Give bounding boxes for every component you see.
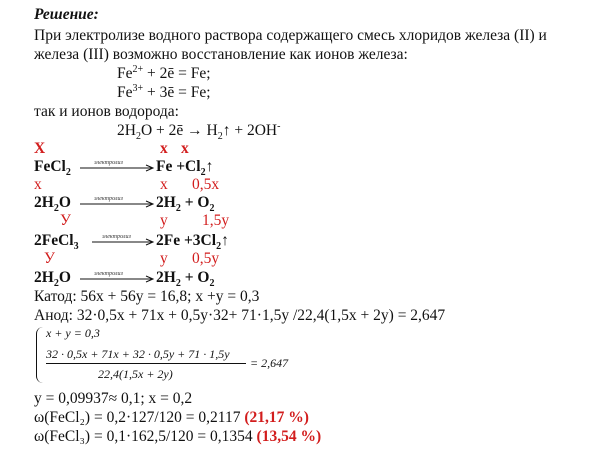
equation-fe2: $Fe^{2+}$ + 2ē = Fe; — [117, 63, 211, 82]
under-3-left: У — [44, 250, 55, 267]
under-2-left: У — [60, 212, 71, 229]
reaction-3-reactant: 2FeCl$_3$ — [34, 232, 79, 253]
under-3-mid: y — [160, 250, 168, 267]
arrow-label: электролиз — [94, 271, 123, 277]
reaction-1-products: $Fe +Cl_2↑$ — [156, 158, 214, 179]
intro-line-2: железа (III) возможно восстановление как ионов железа: — [34, 46, 408, 63]
under-1-mid: x — [160, 176, 168, 193]
hydrogen-note: так и ионов водорода: — [34, 103, 179, 120]
reaction-4-products: $2H_2 + O_2$ — [156, 269, 215, 290]
reaction-2-products: $2H_2 + O_2$ — [156, 194, 215, 215]
arrow-label: электролиз — [94, 160, 123, 166]
system-denominator: 22,4(1,5x + 2y) — [98, 367, 173, 381]
answer-fecl3: (13,54 %) — [256, 428, 322, 445]
reaction-4-reactant: $2H_2O$ — [34, 269, 71, 290]
mark-x-cl: x — [181, 140, 189, 157]
heading: Решение: — [34, 6, 99, 23]
solution-values: y = 0,09937≈ 0,1; x = 0,2 — [34, 390, 193, 407]
equation-fe3: $Fe^{3+}$ + 3ē = Fe; — [117, 82, 211, 101]
mass-fraction-fecl2: ω(FeCl₂) = 0,2·127/120 = 0,2117 (21,17 %) — [34, 409, 309, 426]
electrolysis-arrow-4 — [80, 269, 156, 285]
intro-line-1: При электролизе водного раствора содержащего смесь хлоридов железа (II) и — [34, 27, 547, 44]
cathode-equation: Катод: 56x + 56y = 16,8; x +y = 0,3 — [34, 288, 260, 305]
anode-equation: Анод: 32·0,5x + 71x + 0,5y·32+ 71·1,5y /22,4(1,5x + 2y) = 2,647 — [34, 307, 446, 324]
answer-fecl2: (21,17 %) — [244, 409, 309, 426]
mark-x-fe: x — [160, 140, 168, 157]
electrolysis-arrow-2 — [80, 194, 156, 210]
under-3-right: 0,5y — [192, 250, 220, 267]
reaction-2-reactant: $2H_2O$ — [34, 194, 71, 215]
electrolysis-arrow-3 — [92, 232, 156, 248]
reaction-1-reactant: FeCl$_2$ — [34, 158, 71, 179]
fraction-bar — [46, 363, 246, 364]
under-1-left: x — [34, 176, 42, 193]
system-brace — [36, 327, 43, 383]
under-2-right: 1,5y — [202, 212, 230, 229]
reaction-3-products: $2Fe +3Cl_2↑$ — [156, 232, 229, 253]
arrow-label: электролиз — [94, 196, 123, 202]
under-2-mid: y — [160, 212, 168, 229]
electrolysis-arrow-1 — [80, 158, 156, 174]
mark-x-left: X — [34, 140, 46, 157]
arrow-label: электролиз — [102, 234, 131, 240]
system-line-1: x + y = 0,3 — [46, 326, 100, 340]
system-numerator: 32 · 0,5x + 71x + 32 · 0,5y + 71 · 1,5y — [46, 347, 230, 361]
system-rhs: = 2,647 — [250, 356, 289, 370]
mass-fraction-fecl3: ω(FeCl₃) = 0,1·162,5/120 = 0,1354 (13,54 %) — [34, 428, 322, 445]
equation-water: $2H_2O$ + 2ē → $H_2↑ + 2OH^-$ — [117, 120, 281, 143]
under-1-right: 0,5x — [192, 176, 220, 193]
